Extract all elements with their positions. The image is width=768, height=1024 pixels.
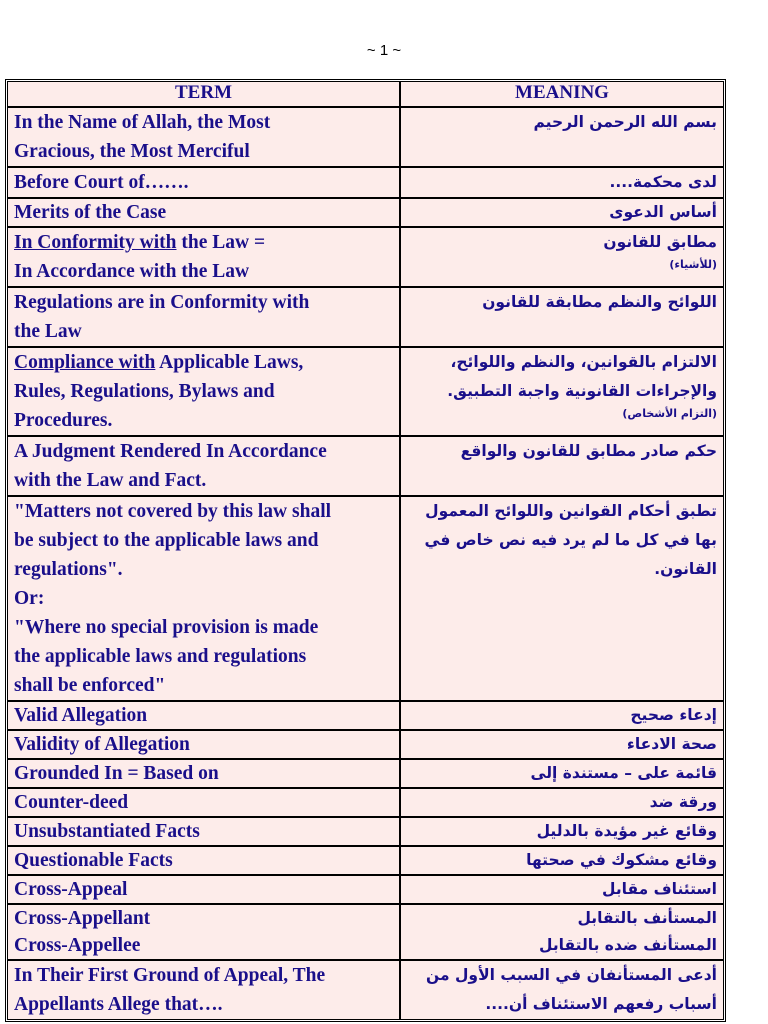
meaning-text: القانون.: [654, 560, 717, 578]
term-text: Rules, Regulations, Bylaws and: [14, 381, 275, 402]
term-cell: [7, 817, 400, 846]
term-cell: [7, 198, 400, 227]
table-row: [7, 496, 724, 701]
underlined-term: In Conformity with: [14, 232, 177, 253]
term-text: In the Name of Allah, the Most: [14, 112, 271, 133]
table-row: [7, 730, 724, 759]
table-row: [7, 817, 724, 846]
meaning-text: لدى محكمة....: [609, 173, 717, 191]
term-text: Unsubstantiated Facts: [14, 821, 200, 842]
meaning-text: تطبق أحكام القوانين واللوائح المعمول: [425, 502, 717, 520]
meaning-cell: [400, 960, 724, 1020]
table-row: [7, 347, 724, 436]
meaning-cell: [400, 107, 724, 167]
table-row: [7, 846, 724, 875]
term-cell: [7, 904, 400, 960]
term-cell: [7, 107, 400, 167]
table-row: [7, 759, 724, 788]
table-row: [7, 788, 724, 817]
term-text: with the Law and Fact.: [14, 470, 207, 491]
term-cell: [7, 759, 400, 788]
term-text: the Law: [14, 321, 82, 342]
term-text: "Matters not covered by this law shall: [14, 501, 332, 522]
meaning-cell: [400, 788, 724, 817]
meaning-text: المستأنف ضده بالتقابل: [538, 936, 717, 954]
term-cell: [7, 701, 400, 730]
page-number: ~ 1 ~: [366, 42, 402, 59]
table-row: [7, 287, 724, 347]
term-text: Cross-Appeal: [14, 879, 128, 900]
meaning-text: والإجراءات القانونية واجبة التطبيق.: [447, 382, 717, 400]
table-row: [7, 960, 724, 1020]
glossary-table: [7, 81, 724, 1020]
meaning-text: أدعى المستأنفان في السبب الأول من: [426, 966, 717, 984]
term-cell: [7, 227, 400, 287]
meaning-note: (للأشياء): [669, 258, 717, 271]
term-cell: [7, 788, 400, 817]
term-text: Before Court of…….: [14, 172, 189, 193]
term-cell: [7, 496, 400, 701]
meaning-text: استئناف مقابل: [602, 880, 717, 898]
table-row: [7, 436, 724, 496]
meaning-cell: [400, 904, 724, 960]
meaning-column-header: MEANING: [400, 81, 724, 107]
meaning-cell: [400, 496, 724, 701]
meaning-text: المستأنف بالتقابل: [577, 909, 717, 927]
table-row: [7, 904, 724, 960]
term-text: be subject to the applicable laws and: [14, 530, 319, 551]
term-text: Cross-Appellant: [14, 908, 151, 929]
term-text-rest: the Law =: [176, 232, 266, 253]
term-cell: [7, 436, 400, 496]
term-cell: [7, 846, 400, 875]
meaning-text: حكم صادر مطابق للقانون والواقع: [460, 442, 717, 460]
meaning-text: اللوائح والنظم مطابقة للقانون: [482, 293, 717, 311]
table-row: [7, 167, 724, 198]
table-row: [7, 875, 724, 904]
meaning-cell: [400, 227, 724, 287]
meaning-cell: [400, 730, 724, 759]
term-text: In Accordance with the Law: [14, 261, 250, 282]
meaning-cell: [400, 817, 724, 846]
term-text: A Judgment Rendered In Accordance: [14, 441, 327, 462]
meaning-text: وقائع غير مؤيدة بالدليل: [536, 822, 717, 840]
term-text: Counter-deed: [14, 792, 129, 813]
meaning-cell: [400, 701, 724, 730]
meaning-text: صحة الادعاء: [626, 735, 717, 753]
meaning-text: إدعاء صحيح: [630, 706, 717, 724]
meaning-text: أساس الدعوى: [609, 203, 717, 221]
term-column-header: TERM: [7, 81, 400, 107]
term-text: Or:: [14, 588, 45, 609]
term-text: Grounded In = Based on: [14, 763, 219, 784]
meaning-cell: [400, 167, 724, 198]
term-text: [14, 228, 393, 257]
term-text: shall be enforced": [14, 675, 166, 696]
table-row: [7, 227, 724, 287]
meaning-cell: [400, 436, 724, 496]
meaning-note: (التزام الأشخاص): [622, 407, 717, 420]
term-text: Questionable Facts: [14, 850, 173, 871]
term-text: Procedures.: [14, 410, 113, 431]
term-text: [14, 348, 393, 377]
term-cell: [7, 730, 400, 759]
meaning-text: ورقة ضد: [649, 793, 717, 811]
term-text: Valid Allegation: [14, 705, 148, 726]
meaning-text: وقائع مشكوك في صحتها: [526, 851, 717, 869]
term-text: Cross-Appellee: [14, 935, 141, 956]
meaning-cell: [400, 875, 724, 904]
term-text: Validity of Allegation: [14, 734, 190, 755]
meaning-text: قائمة على – مستندة إلى: [530, 764, 717, 782]
meaning-cell: [400, 198, 724, 227]
term-text: the applicable laws and regulations: [14, 646, 307, 667]
term-text: Appellants Allege that….: [14, 994, 223, 1015]
meaning-cell: [400, 287, 724, 347]
underlined-term: Compliance with: [14, 352, 156, 373]
table-header-row: [7, 81, 724, 107]
meaning-cell: [400, 846, 724, 875]
meaning-text: مطابق للقانون: [603, 233, 717, 251]
table-row: [7, 198, 724, 227]
term-cell: [7, 167, 400, 198]
term-text: Merits of the Case: [14, 202, 167, 223]
meaning-text: بها في كل ما لم يرد فيه نص خاص في: [424, 531, 717, 549]
term-cell: [7, 287, 400, 347]
term-text: regulations".: [14, 559, 123, 580]
term-text-rest: Applicable Laws,: [155, 352, 304, 373]
term-cell: [7, 347, 400, 436]
meaning-text: الالتزام بالقوانين، والنظم واللوائح،: [450, 353, 717, 371]
meaning-text: أسباب رفعهم الاستئناف أن....: [485, 995, 717, 1013]
term-text: Regulations are in Conformity with: [14, 292, 310, 313]
term-text: Gracious, the Most Merciful: [14, 141, 250, 162]
term-cell: [7, 875, 400, 904]
table-row: [7, 701, 724, 730]
term-text: In Their First Ground of Appeal, The: [14, 965, 326, 986]
meaning-cell: [400, 759, 724, 788]
meaning-text: بسم الله الرحمن الرحيم: [533, 113, 717, 131]
meaning-cell: [400, 347, 724, 436]
term-cell: [7, 960, 400, 1020]
glossary-table-frame: [5, 79, 726, 1022]
term-text: "Where no special provision is made: [14, 617, 319, 638]
table-row: [7, 107, 724, 167]
